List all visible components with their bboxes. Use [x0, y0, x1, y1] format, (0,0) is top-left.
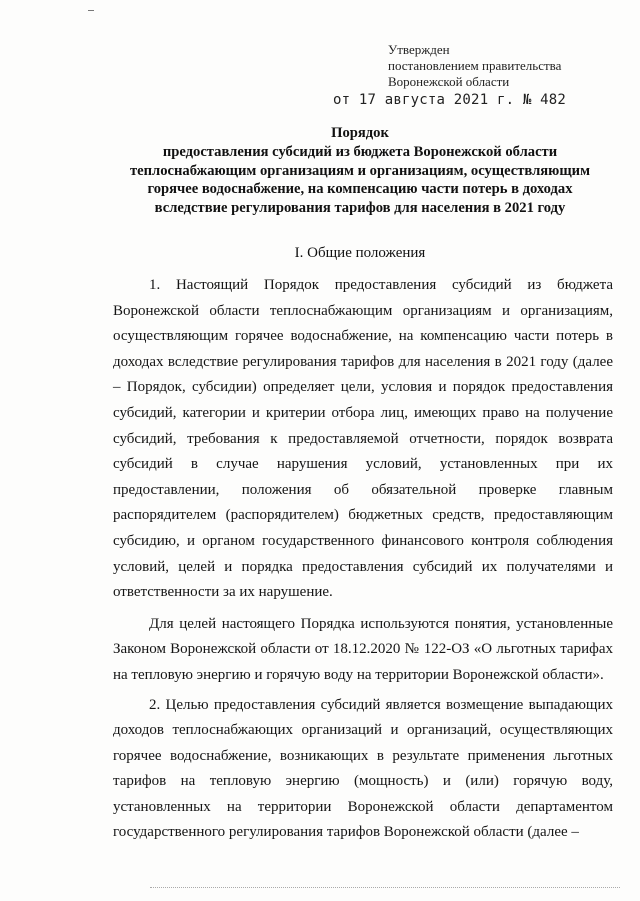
approval-stamp — [388, 42, 561, 90]
title-line-2: предоставления субсидий из бюджета Воронежской области — [162, 143, 558, 160]
title-line-3: теплоснабжающим организациям и организациям, осуществляющим — [129, 162, 591, 179]
document-title — [100, 124, 620, 218]
scan-artifact — [88, 10, 94, 11]
scan-bottom-edge — [150, 887, 620, 888]
title-line-4: горячее водоснабжение, на компенсацию части потерь в доходах — [147, 181, 573, 198]
title-line-1: Порядок — [331, 125, 389, 141]
title-line-5: вследствие регулирования тарифов для населения в 2021 году — [154, 200, 566, 217]
document-body — [113, 273, 613, 852]
approval-line-approved: Утвержден — [388, 42, 450, 57]
paragraph-3: 2. Целью предоставления субсидий является возмещение выпадающих доходов теплоснабжающих организаций и организаций, осуществляющих горячее водоснабжение, возникающих в результате применения льготных тарифов на тепловую энергию (мощность) и (или) горячую воду, установленных на территории Воронежской области департаментом государственного регулирования тарифов Воронежской области (далее – — [113, 696, 613, 841]
approval-line-region: Воронежской области — [388, 74, 510, 89]
approval-date: от 17 августа 2021 г. № 482 — [333, 92, 566, 108]
section-heading: I. Общие положения — [294, 245, 426, 261]
paragraph-1: 1. Настоящий Порядок предоставления субсидий из бюджета Воронежской области теплоснабжающим организациям и организациям, осуществляющим горячее водоснабжение, на компенсацию части потерь в доходах вследствие регулирования тарифов для населения в 2021 году (далее – Порядок, субсидии) определяет цели, условия и порядок предоставления субсидий, категории и критерии отбора лиц, имеющих право на получение субсидий, требования к предоставляемой отчетности, порядок возврата субсидий в случае нарушения условий, установленных при их предоставлении, положения об обязательной проверке главным распорядителем (распорядителем) бюджетных средств, предоставляющим субсидию, и органом государственного финансового контроля соблюдения условий, целей и порядка предоставления субсидий их получателями и ответственности за их нарушение. — [113, 277, 613, 601]
approval-line-resolution: постановлением правительства — [388, 58, 562, 73]
paragraph-2: Для целей настоящего Порядка используются понятия, установленные Законом Воронежской области от 18.12.2020 № 122-ОЗ «О льготных тарифах на тепловую энергию и горячую воду на территории Воронежской области». — [113, 615, 613, 683]
